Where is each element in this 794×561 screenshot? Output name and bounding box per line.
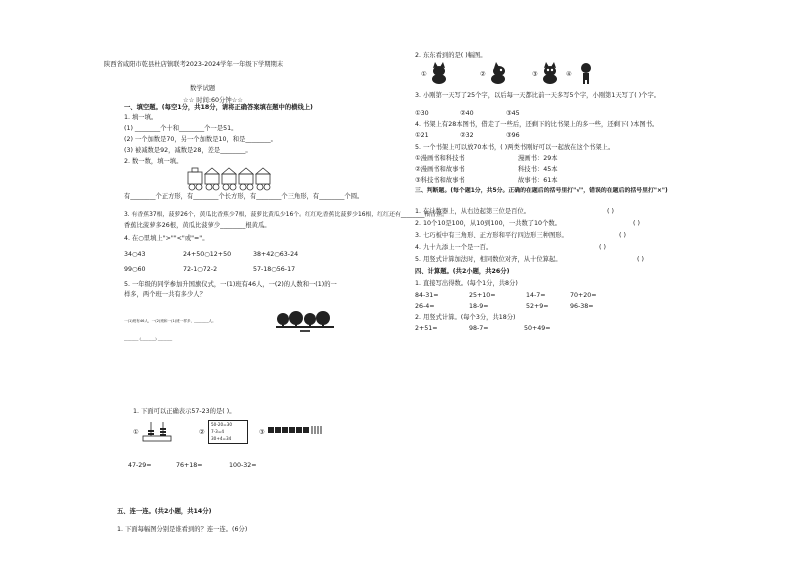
abacus-icon: [143, 420, 171, 442]
calc-item: 76+18=: [176, 462, 203, 469]
right-question-5: 5. 一个书架上可以放70本书，( )两类书刚好可以一起放在这个书架上。: [415, 144, 615, 151]
judge-paren: ( ): [599, 244, 606, 251]
question-1-3: (3) 被减数是92，减数是28，差是________。: [124, 147, 252, 154]
judge-5: 5. 用竖式计算加法时，相同数位对齐，从十位算起。: [415, 256, 562, 263]
calc-item: 100-32=: [229, 462, 257, 469]
judge-4: 4. 九十九添上一个是一百。: [415, 244, 493, 251]
section-5-heading: 五、连一连。(共2小题，共14分): [117, 508, 212, 515]
choice: ③45: [506, 110, 520, 117]
train-shapes-figure: [186, 166, 276, 192]
vertical-calc-item: 2+51=: [415, 325, 438, 332]
question-1-1: (1) ________个十和________个一是51。: [124, 125, 238, 132]
calc-item: 70+20=: [570, 292, 597, 299]
judge-1: 1. 在计数器上，从右边起第三位是百位。: [415, 208, 531, 215]
trees-illustration: [276, 307, 334, 337]
judge-paren: ( ): [637, 256, 644, 263]
judge-paren: ( ): [607, 208, 614, 215]
calc-line: 30+4=34: [211, 436, 232, 441]
choice: ③科技书和故事书: [415, 177, 465, 184]
question-5-b: 样多，两个班一共有多少人？: [124, 291, 206, 298]
question-4: 4. 在○里填上">""<"或"="。: [124, 235, 209, 242]
choice: ①21: [415, 132, 429, 139]
compare-item: 24+50○12+50: [183, 251, 232, 258]
cat-back-icon: [430, 62, 448, 84]
calc-item: 14-7=: [526, 292, 546, 299]
calc-box: [208, 420, 248, 444]
choice: ②漫画书和故事书: [415, 166, 465, 173]
pic-option-label: ②: [480, 71, 486, 78]
calc-item: 26-4=: [415, 303, 435, 310]
calc-item: 52+9=: [526, 303, 549, 310]
pic-option-label: ①: [421, 71, 427, 78]
judge-paren: ( ): [619, 232, 626, 239]
calc-question-2: 2. 用竖式计算。(每个3分，共18分): [415, 314, 516, 321]
question-3: 3. 有香蕉37根，菠萝26个，黄瓜比香蕉少7根，菠萝比黄瓜少16个。红红吃香蕉比菠萝少16根，红红还有________根香蕉。: [124, 212, 448, 218]
calc-item: 47-29=: [128, 462, 152, 469]
choice: ①30: [415, 110, 429, 117]
option-1-label: ①: [133, 429, 139, 436]
exam-title: 陕西省咸阳市乾县杜店镇联考2023-2024学年一年级下学期期末: [104, 61, 284, 68]
calc-item: 84-31=: [415, 292, 439, 299]
right-question-4: 4. 书架上有28本图书，借走了一些后，还剩下的比书架上的多一些，还剩下( )本图书。: [415, 121, 659, 128]
question-5-1: 1. 下面每幅图分别是谁看到的？连一连。(6分): [117, 526, 248, 533]
option-2-label: ②: [199, 429, 205, 436]
compare-item: 34○43: [124, 251, 146, 258]
vertical-calc-item: 98-7=: [469, 325, 489, 332]
section-3-heading: 三、判断题。(每个题1分，共5分。正确的在题后的括号里打"√"，错误的在题后的括号里打"×"): [415, 188, 668, 194]
calc-question-1: 1. 直接写出得数。(每个1分，共8分): [415, 280, 518, 287]
compare-item: 57-18○56-17: [253, 266, 296, 273]
question-1: 1. 填一填。: [124, 114, 158, 121]
calc-item: 96-38=: [570, 303, 594, 310]
judge-paren: ( ): [633, 220, 640, 227]
question-3-b: 香蕉比菠萝多26根，黄瓜比菠萝少________根黄瓜。: [124, 222, 271, 229]
cat-side-icon: [489, 62, 507, 84]
question-5-answer-line: ________ (________) ________: [124, 337, 173, 341]
section-1-heading: 一、填空题。(每空1分，共18分，请将正确答案填在题中的横线上): [124, 104, 313, 111]
question-5-hint: 一(1)班有46人，一(2)班和一(1)班一样多，________人。: [124, 319, 216, 323]
choice: ②32: [460, 132, 474, 139]
pic-option-label: ③: [532, 71, 538, 78]
cat-front-icon: [541, 62, 559, 84]
right-question-2: 2. 东东看到的是( )幅图。: [415, 52, 487, 59]
compare-item: 99○60: [124, 266, 146, 273]
judge-2: 2. 10个10是100，从10到100，一共数了10个数。: [415, 220, 561, 227]
compare-item: 38+42○63-24: [253, 251, 299, 258]
choice: ③96: [506, 132, 520, 139]
calc-item: 18-9=: [469, 303, 489, 310]
choice: ②40: [460, 110, 474, 117]
stick-bundles-icon: [268, 425, 324, 435]
book-count: 故事书：61本: [518, 177, 558, 184]
pic-option-label: ④: [566, 71, 572, 78]
calc-item: 25+10=: [469, 292, 496, 299]
girl-figure-icon: [577, 62, 595, 84]
book-count: 科技书：45本: [518, 166, 558, 173]
section-4-heading: 四、计算题。(共2小题，共26分): [415, 268, 510, 275]
question-6: 1. 下面可以正确表示57-23的是( )。: [133, 408, 236, 415]
vertical-calc-item: 50+49=: [524, 325, 551, 332]
compare-item: 72-1○72-2: [183, 266, 218, 273]
choice: ①漫画书和科技书: [415, 155, 465, 162]
exam-subtitle: 数学试题: [190, 85, 216, 92]
judge-3: 3. 七巧板中有三角形、正方形和平行四边形三种图形。: [415, 232, 568, 239]
right-question-3: 3. 小刚第一天写了25个字，以后每一天都比前一天多写5个字，小刚第1天写了( )个字。: [415, 92, 661, 99]
exam-time: ☆☆ 时间:60分钟☆☆: [183, 97, 243, 104]
calc-line: 7-3=4: [211, 429, 225, 434]
book-count: 漫画书：29本: [518, 155, 558, 162]
option-3-label: ③: [259, 429, 265, 436]
question-5: 5. 一年级的同学参加升国旗仪式，一(1)班有46人，一(2)的人数和一(1)的一: [124, 281, 337, 288]
question-2: 2. 数一数，填一填。: [124, 158, 183, 165]
calc-line: 50-20=30: [211, 422, 233, 427]
question-1-2: (2) 一个加数是70，另一个加数是10，和是________。: [124, 136, 277, 143]
question-2-answer: 有________个正方形，有________个长方形，有________个三角形，有________个圆。: [124, 193, 364, 200]
